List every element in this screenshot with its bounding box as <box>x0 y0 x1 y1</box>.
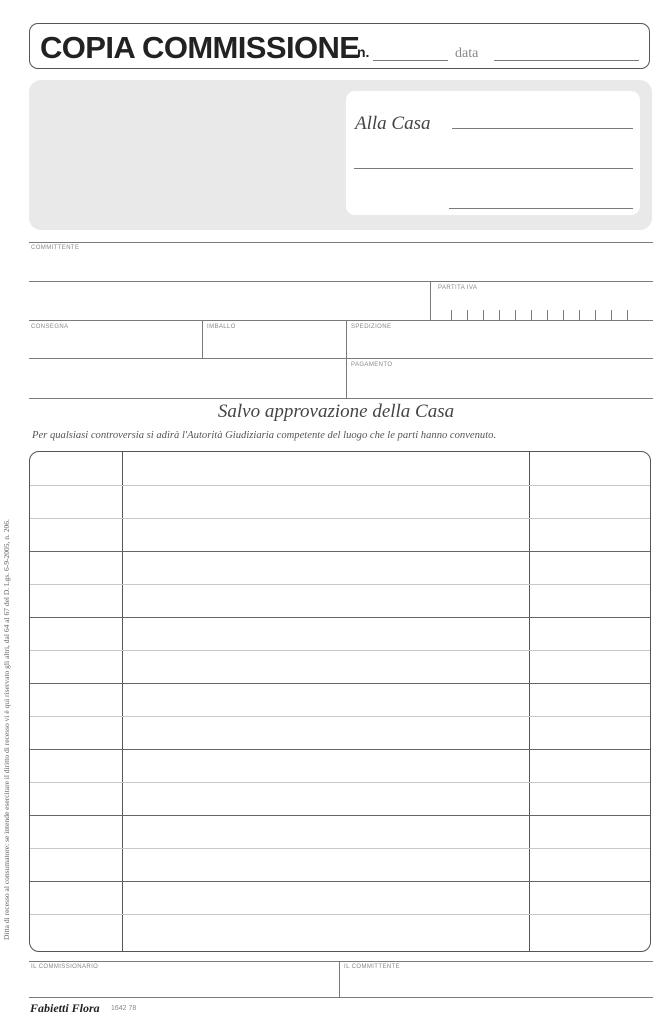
table-row-line <box>30 584 650 585</box>
table-row-line <box>30 650 650 651</box>
signature-divider <box>339 961 340 997</box>
signature-bottom-line <box>29 997 653 998</box>
piva-tick <box>627 310 628 320</box>
grid-line <box>29 242 653 243</box>
table-column-divider <box>529 452 530 951</box>
grid-line <box>29 358 653 359</box>
piva-tick <box>579 310 580 320</box>
grid-line <box>29 320 653 321</box>
product-code: 1642 78 <box>111 1005 137 1012</box>
number-label: n. <box>357 44 370 60</box>
piva-tick <box>531 310 532 320</box>
imballo-label: IMBALLO <box>207 324 236 330</box>
side-legal-text: Ditta di recesso al consumatore: se intende esercitare il diritto di recesso vi è qui riservato gli altri, dal 64 al 67 del D. Lgs. 6-9-2005, n. 206. <box>2 519 11 940</box>
table-column-divider <box>122 452 123 951</box>
pagamento-label: PAGAMENTO <box>351 362 393 368</box>
grid-line <box>29 281 653 282</box>
number-field[interactable] <box>373 60 448 61</box>
recipient-card <box>346 91 640 215</box>
table-row-line <box>30 485 650 486</box>
table-row-line <box>30 617 650 618</box>
piva-tick <box>563 310 564 320</box>
committente-signature-label: IL COMMITTENTE <box>344 964 401 970</box>
piva-tick <box>451 310 452 320</box>
recipient-line-2[interactable] <box>354 168 633 169</box>
table-row-line <box>30 716 650 717</box>
piva-tick <box>467 310 468 320</box>
partita-iva-label: PARTITA IVA <box>438 285 478 291</box>
brand-logo: Fabietti Flora <box>30 1001 100 1015</box>
piva-tick <box>547 310 548 320</box>
piva-tick <box>499 310 500 320</box>
approval-note: Salvo approvazione della Casa <box>217 401 455 422</box>
date-label: data <box>455 46 479 61</box>
jurisdiction-note: Per qualsiasi controversia si adirà l'Autorità Giudiziaria competente del luogo che le parti hanno convenuto. <box>32 430 497 441</box>
document-title: COPIA COMMISSIONE <box>40 30 360 65</box>
grid-line <box>29 398 653 399</box>
committente-label: COMMITTENTE <box>31 245 80 251</box>
recipient-line-1[interactable] <box>452 128 633 129</box>
table-row-line <box>30 848 650 849</box>
spedizione-label: SPEDIZIONE <box>351 324 392 330</box>
consegna-label: CONSEGNA <box>31 324 69 330</box>
piva-tick <box>595 310 596 320</box>
table-row-line <box>30 815 650 816</box>
grid-divider <box>430 281 431 320</box>
piva-tick <box>515 310 516 320</box>
table-row-line <box>30 782 650 783</box>
piva-tick <box>483 310 484 320</box>
table-row-line <box>30 914 650 915</box>
recipient-label: Alla Casa <box>355 113 431 134</box>
table-row-line <box>30 683 650 684</box>
signature-top-line <box>29 961 653 962</box>
recipient-line-3[interactable] <box>449 208 633 209</box>
grid-divider <box>202 320 203 358</box>
table-row-line <box>30 551 650 552</box>
piva-tick <box>611 310 612 320</box>
commissionario-signature-label: IL COMMISSIONARIO <box>31 964 99 970</box>
table-row-line <box>30 749 650 750</box>
table-row-line <box>30 881 650 882</box>
table-row-line <box>30 518 650 519</box>
grid-divider <box>346 320 347 398</box>
date-field[interactable] <box>494 60 639 61</box>
